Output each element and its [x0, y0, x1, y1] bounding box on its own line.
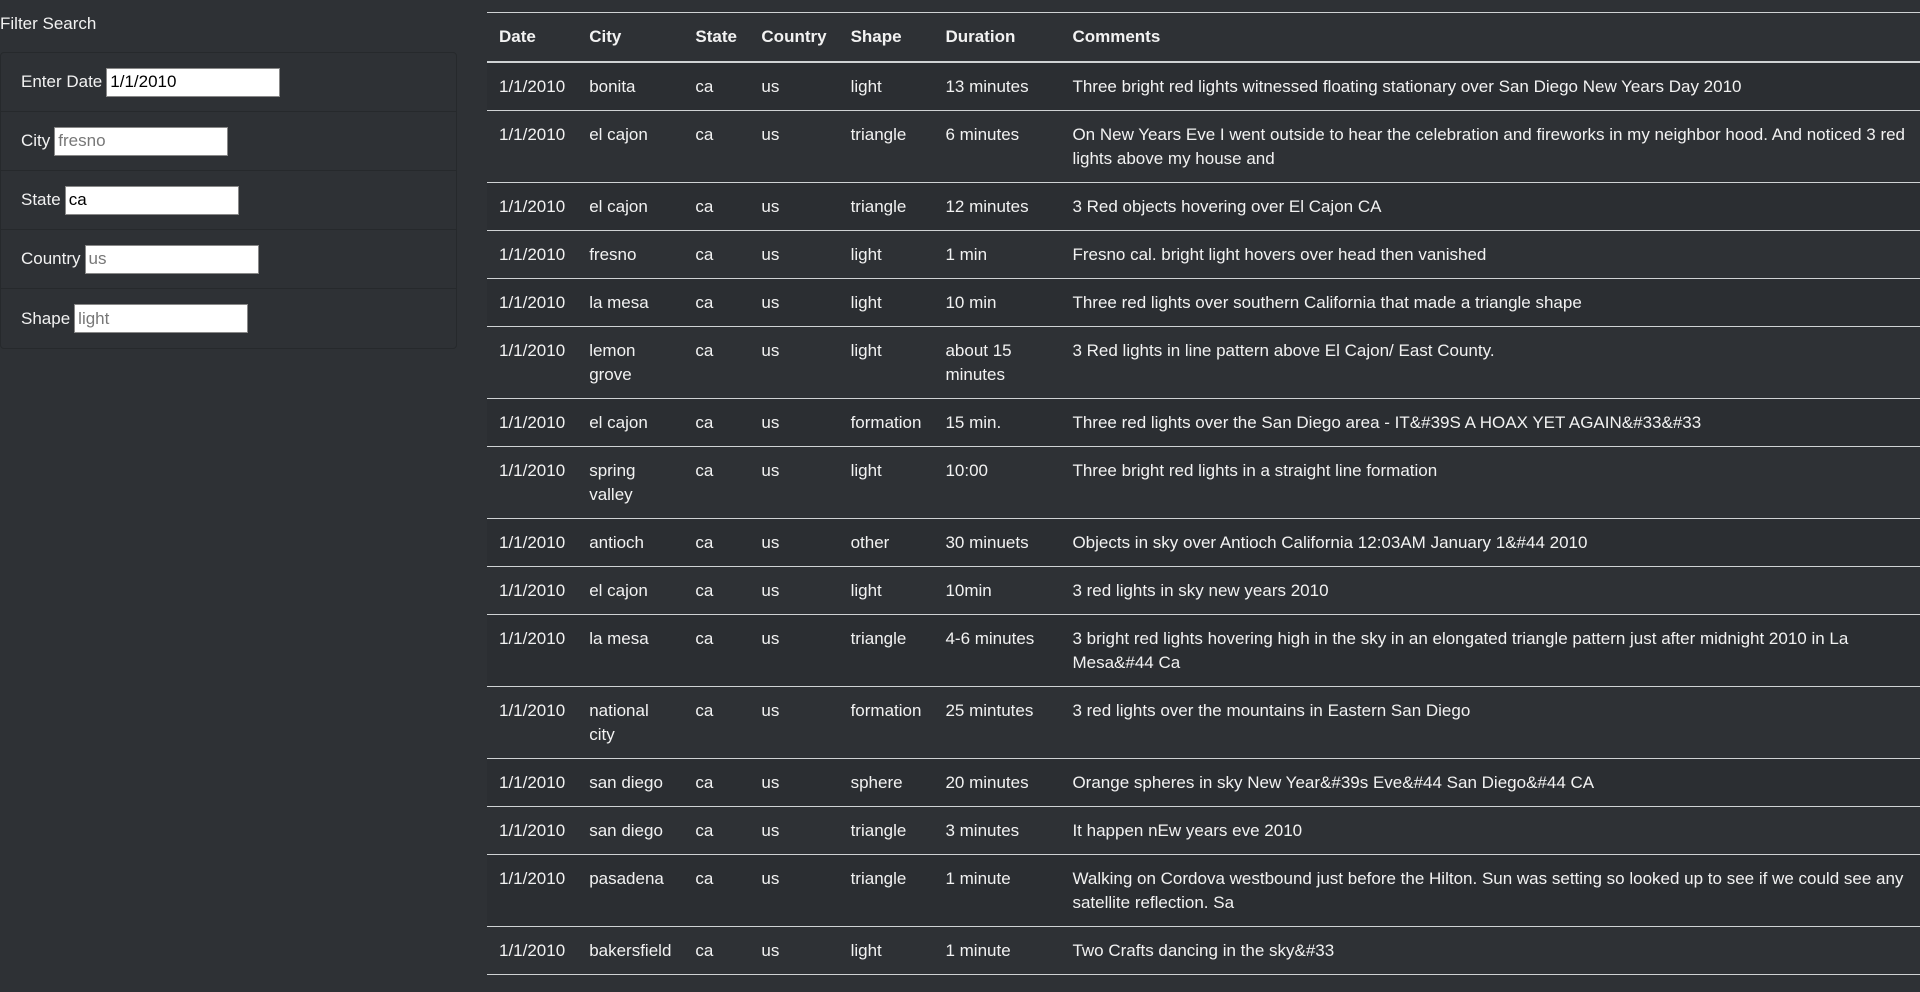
cell-country: us: [749, 111, 838, 183]
cell-country: us: [749, 927, 838, 975]
results-table-container: [487, 12, 1920, 975]
table-row: [487, 759, 1920, 807]
cell-comments: Three bright red lights in a straight line formation: [1060, 447, 1920, 519]
cell-duration: 12 minutes: [933, 183, 1060, 231]
cell-date: 1/1/2010: [487, 62, 577, 111]
cell-country: us: [749, 327, 838, 399]
cell-shape: light: [839, 447, 934, 519]
cell-comments: Three red lights over the San Diego area - IT&#39S A HOAX YET AGAIN&#33&#33: [1060, 399, 1920, 447]
cell-date: 1/1/2010: [487, 279, 577, 327]
cell-duration: 4-6 minutes: [933, 615, 1060, 687]
cell-date: 1/1/2010: [487, 567, 577, 615]
cell-duration: 25 mintutes: [933, 687, 1060, 759]
cell-date: 1/1/2010: [487, 687, 577, 759]
cell-state: ca: [683, 519, 749, 567]
cell-shape: formation: [839, 687, 934, 759]
cell-comments: Walking on Cordova westbound just before the Hilton. Sun was setting so looked up to see if we could see any satellite reflection. Sa: [1060, 855, 1920, 927]
cell-city: el cajon: [577, 399, 683, 447]
cell-state: ca: [683, 567, 749, 615]
cell-date: 1/1/2010: [487, 231, 577, 279]
cell-comments: 3 Red objects hovering over El Cajon CA: [1060, 183, 1920, 231]
cell-city: la mesa: [577, 279, 683, 327]
cell-date: 1/1/2010: [487, 519, 577, 567]
filter-label: State: [21, 190, 61, 209]
table-row: [487, 399, 1920, 447]
cell-city: san diego: [577, 807, 683, 855]
cell-country: us: [749, 62, 838, 111]
cell-duration: 1 min: [933, 231, 1060, 279]
table-row: [487, 327, 1920, 399]
filter-country: [1, 230, 456, 289]
cell-comments: Objects in sky over Antioch California 12:03AM January 1&#44 2010: [1060, 519, 1920, 567]
cell-comments: On New Years Eve I went outside to hear the celebration and fireworks in my neighbor hood. And noticed 3 red lights above my house and: [1060, 111, 1920, 183]
filter-input-city[interactable]: [54, 127, 228, 156]
cell-shape: light: [839, 279, 934, 327]
filter-enter-date: [1, 53, 456, 112]
cell-state: ca: [683, 615, 749, 687]
cell-city: antioch: [577, 519, 683, 567]
cell-date: 1/1/2010: [487, 327, 577, 399]
cell-duration: 3 minutes: [933, 807, 1060, 855]
cell-state: ca: [683, 759, 749, 807]
cell-state: ca: [683, 279, 749, 327]
cell-shape: triangle: [839, 615, 934, 687]
cell-state: ca: [683, 687, 749, 759]
filter-input-shape[interactable]: [74, 304, 248, 333]
cell-date: 1/1/2010: [487, 855, 577, 927]
cell-shape: triangle: [839, 855, 934, 927]
cell-city: spring valley: [577, 447, 683, 519]
filter-label: Shape: [21, 308, 71, 328]
cell-date: 1/1/2010: [487, 759, 577, 807]
table-row: [487, 231, 1920, 279]
cell-duration: 15 min.: [933, 399, 1060, 447]
header-city: City: [577, 13, 683, 63]
header-country: Country: [749, 13, 838, 63]
cell-duration: 6 minutes: [933, 111, 1060, 183]
cell-date: 1/1/2010: [487, 807, 577, 855]
cell-city: la mesa: [577, 615, 683, 687]
cell-state: ca: [683, 399, 749, 447]
cell-country: us: [749, 279, 838, 327]
cell-comments: 3 bright red lights hovering high in the sky in an elongated triangle pattern just after midnight 2010 in La Mesa&#44 Ca: [1060, 615, 1920, 687]
filter-city: [1, 112, 456, 171]
cell-shape: formation: [839, 399, 934, 447]
cell-state: ca: [683, 327, 749, 399]
filter-input-country[interactable]: [85, 245, 259, 274]
cell-state: ca: [683, 807, 749, 855]
cell-country: us: [749, 231, 838, 279]
cell-state: ca: [683, 447, 749, 519]
table-row: [487, 183, 1920, 231]
filter-input-state[interactable]: [65, 186, 239, 215]
cell-country: us: [749, 447, 838, 519]
cell-country: us: [749, 759, 838, 807]
cell-date: 1/1/2010: [487, 111, 577, 183]
cell-state: ca: [683, 62, 749, 111]
filter-shape: [1, 289, 456, 348]
table-row: [487, 279, 1920, 327]
cell-country: us: [749, 183, 838, 231]
cell-duration: 13 minutes: [933, 62, 1060, 111]
filter-label: Country: [21, 249, 81, 268]
header-shape: Shape: [839, 13, 934, 63]
filter-label: Enter Date: [21, 72, 103, 91]
cell-country: us: [749, 687, 838, 759]
filter-sidebar: [0, 0, 457, 349]
table-row: [487, 519, 1920, 567]
cell-city: san diego: [577, 759, 683, 807]
cell-city: lemon grove: [577, 327, 683, 399]
cell-comments: 3 red lights over the mountains in Eastern San Diego: [1060, 687, 1920, 759]
cell-comments: Three red lights over southern California that made a triangle shape: [1060, 279, 1920, 327]
cell-date: 1/1/2010: [487, 447, 577, 519]
cell-shape: other: [839, 519, 934, 567]
cell-country: us: [749, 399, 838, 447]
ufo-table: [487, 12, 1920, 975]
cell-date: 1/1/2010: [487, 399, 577, 447]
cell-country: us: [749, 519, 838, 567]
cell-city: el cajon: [577, 111, 683, 183]
cell-comments: Orange spheres in sky New Year&#39s Eve&#44 San Diego&#44 CA: [1060, 759, 1920, 807]
cell-duration: 20 minutes: [933, 759, 1060, 807]
cell-state: ca: [683, 111, 749, 183]
cell-duration: 1 minute: [933, 855, 1060, 927]
header-duration: Duration: [933, 13, 1060, 63]
cell-country: us: [749, 615, 838, 687]
table-row: [487, 111, 1920, 183]
cell-state: ca: [683, 231, 749, 279]
table-row: [487, 927, 1920, 975]
filter-input-enter-date[interactable]: [106, 68, 280, 97]
cell-city: bonita: [577, 62, 683, 111]
filter-title: Filter Search: [0, 14, 97, 33]
cell-date: 1/1/2010: [487, 183, 577, 231]
cell-city: fresno: [577, 231, 683, 279]
cell-state: ca: [683, 855, 749, 927]
cell-comments: It happen nEw years eve 2010: [1060, 807, 1920, 855]
cell-shape: triangle: [839, 111, 934, 183]
cell-shape: light: [839, 231, 934, 279]
cell-state: ca: [683, 927, 749, 975]
cell-comments: 3 red lights in sky new years 2010: [1060, 567, 1920, 615]
cell-city: pasadena: [577, 855, 683, 927]
table-row: [487, 807, 1920, 855]
cell-date: 1/1/2010: [487, 615, 577, 687]
header-state: State: [683, 13, 749, 63]
table-row: [487, 447, 1920, 519]
cell-duration: 10 min: [933, 279, 1060, 327]
cell-duration: about 15 minutes: [933, 327, 1060, 399]
filter-label: City: [21, 131, 51, 150]
table-body: [487, 62, 1920, 975]
cell-comments: 3 Red lights in line pattern above El Cajon/ East County.: [1060, 327, 1920, 399]
cell-comments: Two Crafts dancing in the sky&#33: [1060, 927, 1920, 975]
cell-duration: 1 minute: [933, 927, 1060, 975]
cell-shape: triangle: [839, 183, 934, 231]
cell-duration: 10:00: [933, 447, 1060, 519]
table-row: [487, 687, 1920, 759]
cell-city: el cajon: [577, 183, 683, 231]
table-row: [487, 615, 1920, 687]
cell-shape: light: [839, 927, 934, 975]
table-row: [487, 567, 1920, 615]
cell-duration: 10min: [933, 567, 1060, 615]
cell-shape: light: [839, 567, 934, 615]
cell-date: 1/1/2010: [487, 927, 577, 975]
cell-shape: light: [839, 62, 934, 111]
cell-city: bakersfield: [577, 927, 683, 975]
table-row: [487, 855, 1920, 927]
cell-comments: Three bright red lights witnessed floating stationary over San Diego New Years Day 2010: [1060, 62, 1920, 111]
cell-city: el cajon: [577, 567, 683, 615]
cell-shape: light: [839, 327, 934, 399]
cell-shape: triangle: [839, 807, 934, 855]
table-row: [487, 62, 1920, 111]
cell-city: national city: [577, 687, 683, 759]
cell-country: us: [749, 567, 838, 615]
cell-state: ca: [683, 183, 749, 231]
cell-country: us: [749, 807, 838, 855]
header-comments: Comments: [1060, 13, 1920, 63]
header-date: Date: [487, 13, 577, 63]
filter-state: [1, 171, 456, 230]
cell-shape: sphere: [839, 759, 934, 807]
cell-country: us: [749, 855, 838, 927]
cell-duration: 30 minuets: [933, 519, 1060, 567]
cell-comments: Fresno cal. bright light hovers over head then vanished: [1060, 231, 1920, 279]
filter-panel: [0, 52, 457, 349]
table-header-row: [487, 13, 1920, 63]
